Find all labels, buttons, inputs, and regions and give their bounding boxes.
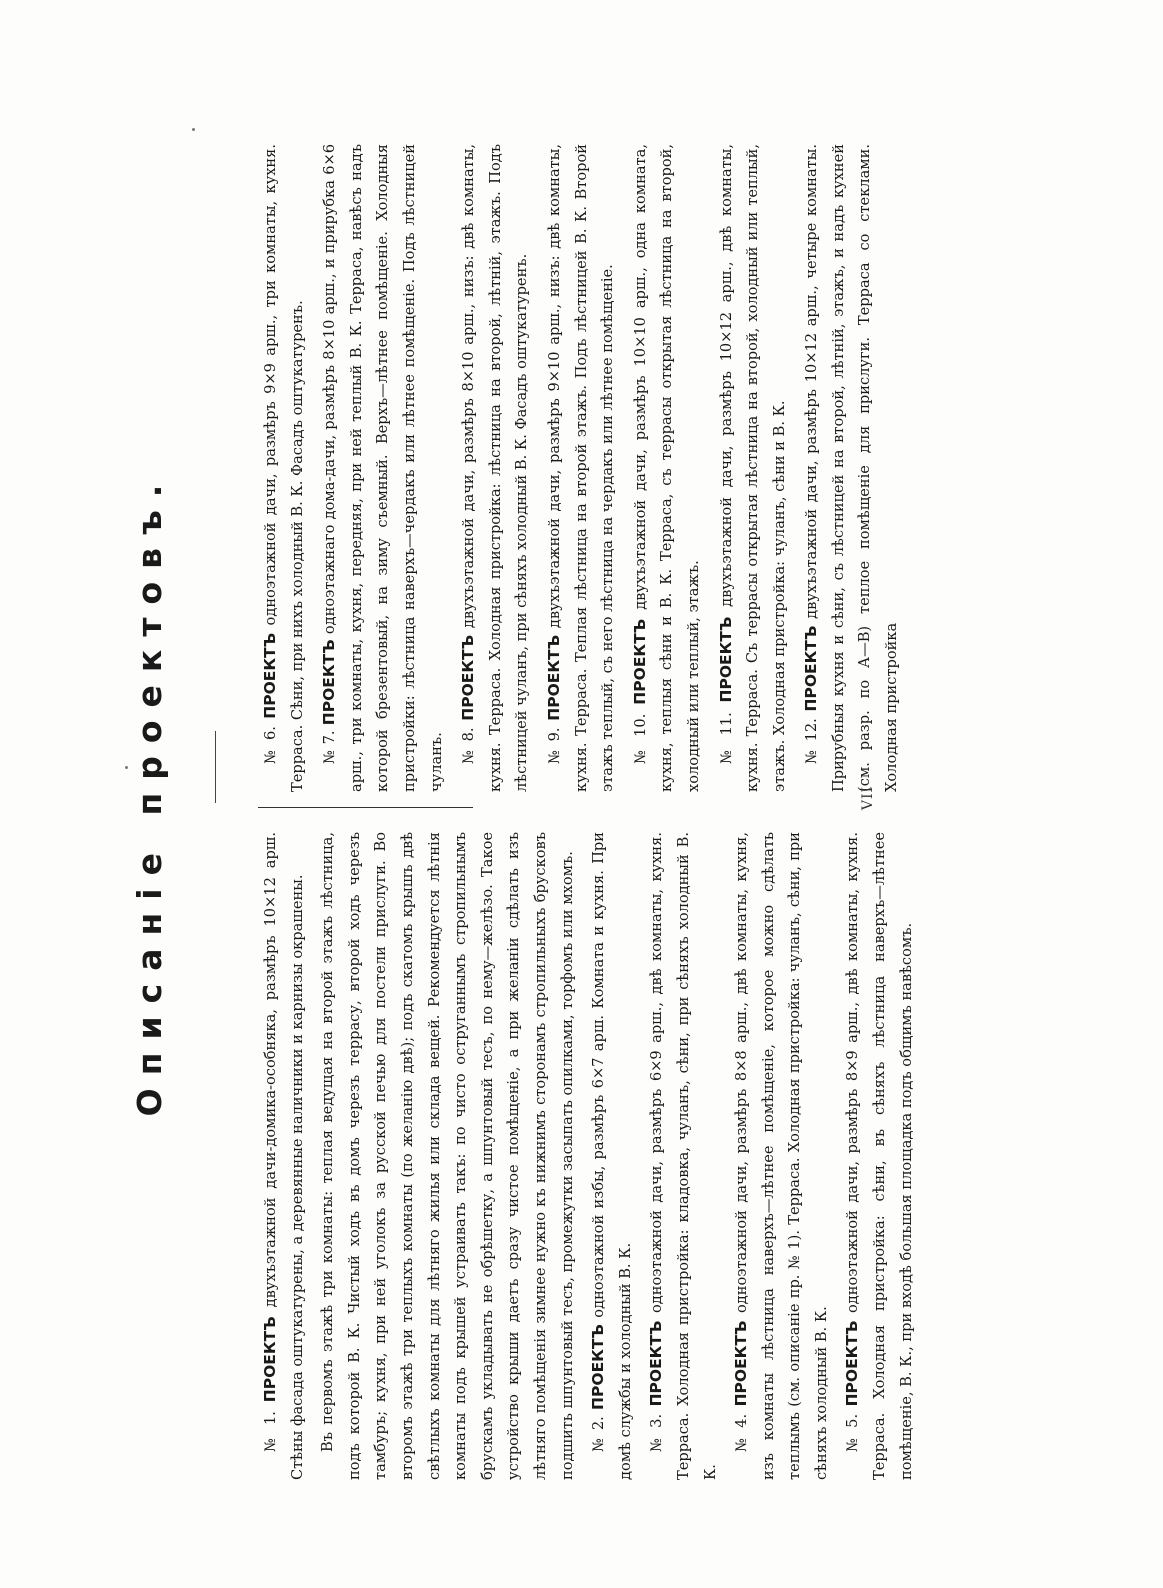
- paragraph-text: одноэтажнаго дома-дачи, размѣръ 8×10 арш., и прирубка 6×6 арш., три комнаты, кухня, передняя, при ней теплый В. К. Терраса, навѣсъ надъ которой брезентовый, на зиму съемный. Верхъ—лѣтнее помѣщеніе. Холодныя пристройки: лѣстница наверхъ—чердакъ или лѣтнее помѣщеніе. Подъ лѣстницей чуланъ.: [321, 143, 445, 792]
- paragraph-prefix: Въ первомъ этажѣ три комнаты: теплая ведущая на второй этажъ лѣстница, подъ которой В. К. Чистый ходъ въ домъ черезъ террасу, второй ходъ черезъ тамбуръ; кухня, при ней уголокъ за русской печью для постели прислуги. Во второмъ этажѣ три теплыхъ комнаты (по желанію двѣ); подъ скатомъ крышъ двѣ свѣтлыхъ комнаты для лѣтняго жилья или склада вещей. Рекомендуется лѣтнія комнаты подъ крышей устраивать такъ: по чисто оструганнымъ стропильнымъ брускамъ укладывать не обрѣшетку, а шпунтовый тесъ, по нему—желѣзо. Такое устройство крыши даетъ сразу чистое помѣщеніе, а при желаніи сдѣлать изъ лѣтняго помѣщенія зимнее нужно къ нижнимъ сторонамъ стропильныхъ брусковъ подшить шпунтовый тесъ, промежутки засыпать опилками, торфомъ или мхомъ.: [319, 832, 576, 1480]
- project-keyword: ПРОЕКТЪ: [320, 639, 339, 726]
- paragraph-prefix: № 5.: [844, 1406, 862, 1452]
- paragraph-prefix: № 12.: [803, 711, 821, 764]
- paragraph-prefix: № 1.: [262, 1402, 279, 1452]
- paragraph: [798, 144, 905, 792]
- left-column: [257, 832, 924, 1480]
- paragraph: [541, 144, 622, 792]
- paragraph-text: двухъэтажной дачи, размѣръ 9×10 арш., низъ: двѣ комнаты, кухня. Терраса. Теплая лѣстница на второй этажъ. Подъ лѣстницей В. К. Второй этажъ теплый, съ него лѣстница на чердакъ или лѣтнее помѣщеніе.: [545, 144, 617, 792]
- paragraph-prefix: № 8.: [460, 720, 478, 764]
- project-keyword: ПРОЕКТЪ: [630, 618, 649, 705]
- project-keyword: ПРОЕКТЪ: [716, 616, 735, 703]
- scan-speck: [192, 128, 195, 131]
- paragraph: [839, 832, 920, 1480]
- paragraph: [728, 832, 835, 1480]
- paragraph-prefix: № 7.: [321, 725, 339, 764]
- paragraph: [257, 832, 311, 1480]
- paragraph: [315, 832, 581, 1480]
- project-keyword: ПРОЕКТЪ: [802, 625, 821, 712]
- paragraph: [316, 144, 450, 792]
- paragraph-text: двухъэтажной дачи-домика-особняка, размѣръ 10×12 арш. Стѣны фасада оштукатурены, а деревянные наличники и карнизы окрашены.: [262, 832, 306, 1480]
- project-keyword: ПРОЕКТЪ: [843, 1320, 862, 1407]
- project-keyword: ПРОЕКТЪ: [589, 1324, 608, 1410]
- scan-speck: [125, 766, 128, 769]
- project-keyword: ПРОЕКТЪ: [544, 634, 563, 721]
- paragraph-text: одноэтажной дачи, размѣръ 9×9 арш., три комнаты, кухня. Терраса. Сѣни, при нихъ холодный В. К. Фасадъ оштукатуренъ.: [262, 143, 306, 792]
- paragraph-prefix: № 2.: [590, 1409, 608, 1452]
- paragraph-prefix: № 9.: [545, 720, 563, 764]
- paragraph-text: одноэтажной избы, размѣръ 6×7 арш. Комната и кухня. При домѣ службы и холодный В. К.: [590, 832, 634, 1480]
- column-separator: [258, 807, 473, 808]
- paragraph-text: двухъэтажной дачи, размѣръ 10×10 арш., одна комната, кухня, теплыя сѣни и В. К. Терраса, съ террасы открытая лѣстница на второй, холодный или теплый, этажъ.: [631, 144, 702, 792]
- paragraph: [257, 144, 311, 792]
- project-keyword: ПРОЕКТЪ: [647, 1320, 666, 1407]
- paragraph-text: одноэтажной дачи, размѣръ 6×9 арш., двѣ комнаты, кухня. Терраса. Холодная пристройка: кладовка, чуланъ, сѣни, при сѣняхъ холодный В. К.: [648, 831, 719, 1480]
- right-column: [257, 144, 911, 792]
- paragraph-text: одноэтажной дачи, размѣръ 8×9 арш., двѣ комнаты, кухня. Терраса. Холодная пристройка: сѣни, въ сѣняхъ лѣстница наверхъ—лѣтнее помѣщеніе, В. К., при входѣ большая площадка подъ общимъ навѣсомъ.: [844, 831, 915, 1480]
- paragraph-prefix: № 11.: [717, 702, 735, 764]
- paragraph-text: двухъэтажной дачи, размѣръ 8×10 арш., низъ: двѣ комнаты, кухня. Терраса. Холодная пристройка: лѣстница на второй, лѣтній, этажъ. Подъ лѣстницей чуланъ, при сѣняхъ холодный В. К. Фасадъ оштукатуренъ.: [460, 144, 531, 792]
- project-keyword: ПРОЕКТЪ: [732, 1320, 751, 1407]
- page-title: Описаніе проектовъ.: [130, 471, 169, 1117]
- paragraph-prefix: № 6.: [262, 718, 279, 764]
- paragraph: [643, 832, 724, 1480]
- paragraph-text: двухъэтажной дачи, размѣръ 10×12 арш., четыре комнаты. Прирубныя кухня и сѣни, съ лѣстницей на второй, лѣтній, этажъ, и надъ кухней (см. разр. по А—В) теплое помѣщеніе для прислуги. Терраса со стеклами. Холодная пристройка: [803, 143, 901, 792]
- project-keyword: ПРОЕКТЪ: [261, 632, 279, 719]
- title-underline: [215, 731, 216, 803]
- paragraph: [713, 144, 794, 792]
- paragraph: [455, 144, 536, 792]
- page-number: VII: [860, 785, 876, 811]
- paragraph-prefix: № 10.: [631, 704, 649, 764]
- paragraph: [627, 144, 708, 792]
- project-keyword: ПРОЕКТЪ: [261, 1316, 279, 1403]
- paragraph: [585, 832, 639, 1480]
- project-keyword: ПРОЕКТЪ: [459, 634, 478, 721]
- paragraph-prefix: № 3.: [648, 1406, 666, 1452]
- paragraph-prefix: № 4.: [733, 1406, 751, 1452]
- paragraph-text: одноэтажной дачи, размѣръ 8×8 арш., двѣ комнаты, кухня, изъ комнаты лѣстница наверхъ—лѣтнее помѣщеніе, которое можно сдѣлать теплымъ (см. описаніе пр. № 1). Терраса. Холодная пристройка: чуланъ, сѣни, при сѣняхъ холодный В. К.: [733, 831, 830, 1480]
- paragraph-text: двухъэтажной дачи, размѣръ 10×12 арш., двѣ комнаты, кухня. Терраса. Съ террасы открытая лѣстница на второй, холодный или теплый, этажъ. Холодная пристройка: чуланъ, сѣни и В. К.: [717, 144, 788, 792]
